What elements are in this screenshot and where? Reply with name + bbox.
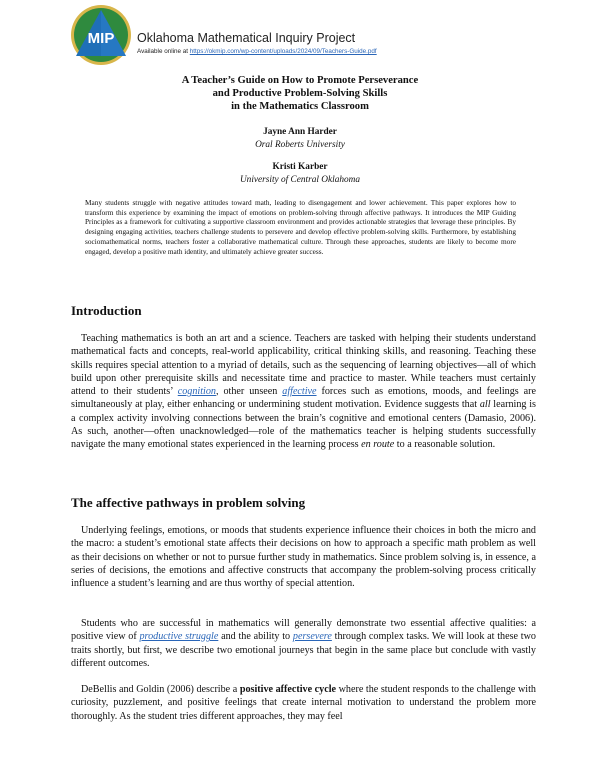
author-block-2 bbox=[0, 161, 600, 186]
productive-struggle-link[interactable]: productive struggle bbox=[139, 631, 219, 643]
title-line-1: A Teacher’s Guide on How to Promote Perseverance bbox=[181, 75, 419, 86]
affective-link[interactable]: affective bbox=[282, 386, 317, 398]
document-url-link[interactable]: https://okmip.com/wp-content/uploads/2024/09/Teachers-Guide.pdf bbox=[189, 48, 377, 55]
intro-paragraph: Teaching mathematics is both an art and a science. Teachers are tasked with helping their students understand mathematical facts and concepts, real-world applicability, critical thinking skills, and reasoning. Teaching these skills requires special attention to a myriad of details, such as the sequencing of learning objectives—all of which build upon other prerequisite skills and necessitate time and practice to master. While teachers must certainly attend to their students’ cognition, other unseen affective forces such as emotions, moods, and feelings are simultaneously at play, either enhancing or undermining student motivation. Evidence suggests that all learning is a complex activity involving connections between the brain’s cognitive and emotional centers (Damasio, 2006). As such, another—often unacknowledged—role of the mathematics teacher is helping students successfully navigate the many emotional states experienced in the learning process en route to a reasonable solution. bbox=[71, 333, 536, 451]
affective-paragraph-2: Students who are successful in mathematics will generally demonstrate two essential affective qualities: a positive view of productive struggle and the ability to persevere through complex tasks. We will look at these two traits shortly, but first, we describe two emotional journeys that begin in the same place but conclude with vastly different outcomes. bbox=[71, 618, 536, 669]
available-label: Available online at bbox=[137, 48, 188, 55]
author-affiliation: University of Central Oklahoma bbox=[239, 174, 361, 185]
positive-affective-cycle-term: positive affective cycle bbox=[239, 684, 337, 695]
page-header bbox=[70, 4, 540, 66]
section-heading-introduction: Introduction bbox=[71, 303, 142, 318]
title-line-3: in the Mathematics Classroom bbox=[231, 101, 369, 112]
author-affiliation: Oral Roberts University bbox=[255, 139, 345, 150]
availability-line bbox=[137, 48, 377, 55]
cognition-link[interactable]: cognition bbox=[177, 386, 216, 398]
author-block-1 bbox=[0, 126, 600, 151]
paper-title bbox=[0, 74, 600, 113]
author-name: Jayne Ann Harder bbox=[263, 127, 337, 137]
persevere-link[interactable]: persevere bbox=[292, 631, 332, 643]
abstract: Many students struggle with negative attitudes toward math, leading to disengagement and lower achievement. This paper explores how to transform this experience by examining the impact of emotions on problem-solving through affective pathways. It introduces the MIP Guiding Principles as a framework for cultivating a supportive classroom environment and provides actionable strategies that leverage these principles. By designing engaging activities, teachers challenge students to persevere and develop effective problem-solving skills. Furthermore, by establishing sociomathematical norms, teachers foster a collaborative mathematical culture. Through these approaches, students are likely to become more engaged, develop a positive math identity, and ultimately achieve greater success. bbox=[85, 198, 516, 256]
logo-text: MIP bbox=[87, 29, 115, 47]
affective-paragraph-3: DeBellis and Goldin (2006) describe a positive affective cycle where the student responds to the challenge with curiosity, puzzlement, and positive feelings that create internal motivation to understand the problem more thoroughly. As the student tries different approaches, they may feel bbox=[71, 684, 536, 722]
title-line-2: and Productive Problem-Solving Skills bbox=[212, 88, 388, 99]
affective-paragraph-1: Underlying feelings, emotions, or moods that students experience influence their choices in both the micro and the macro: a student’s emotional state affects their decisions on how to approach a specific math problem as well as their decisions on whether or not to pursue further study in mathematics. Since problem solving is, in essence, a series of decisions, the emotions and affective constructs that accompany the problem-solving process critically influence a student’s learning and are thus worthy of special attention. bbox=[71, 525, 536, 590]
author-name: Kristi Karber bbox=[272, 162, 328, 172]
mip-logo bbox=[70, 4, 132, 66]
project-title: Oklahoma Mathematical Inquiry Project bbox=[137, 31, 356, 45]
section-heading-affective-pathways: The affective pathways in problem solving bbox=[71, 495, 306, 510]
